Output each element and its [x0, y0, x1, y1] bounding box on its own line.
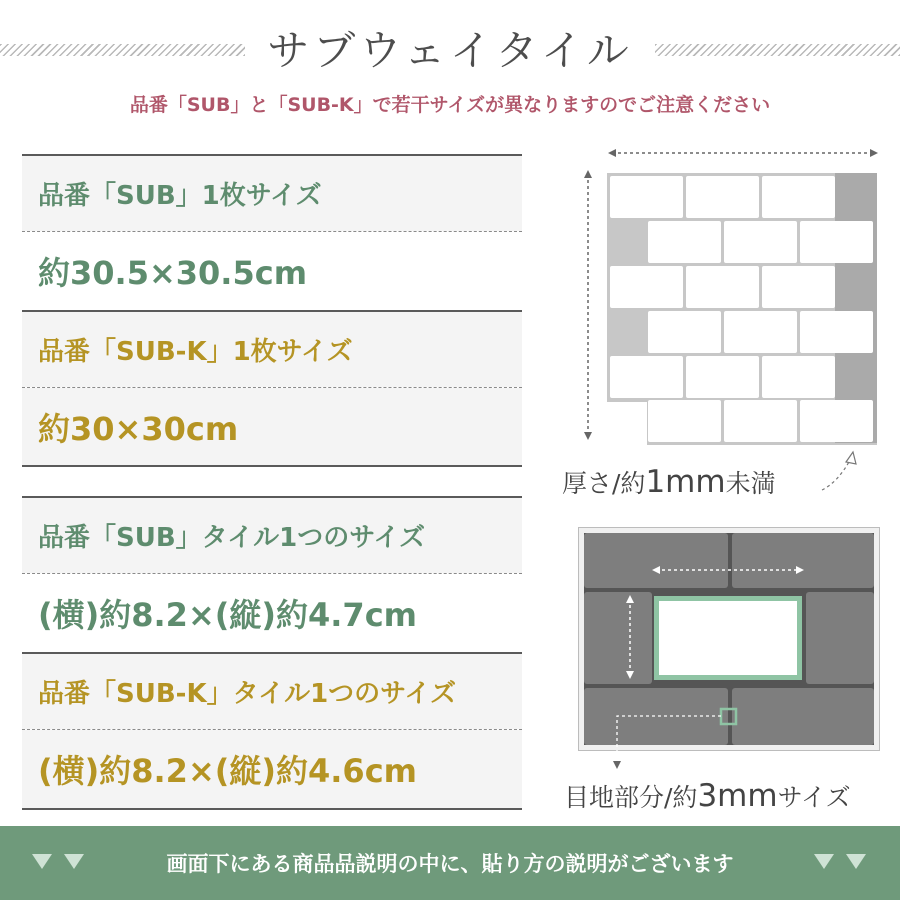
page-title: サブウェイタイル — [267, 26, 633, 75]
size-label-subk-tile: 品番「SUB-K」タイル1つのサイズ — [22, 654, 522, 729]
divider-line — [22, 465, 522, 467]
footer-banner — [0, 826, 900, 900]
width-arrow-icon — [608, 149, 878, 157]
joint-caption: 目地部分/約3mmサイズ — [564, 778, 851, 814]
page-subtitle: 品番「SUB」と「SUB-K」で若干サイズが異なりますのでご注意ください — [129, 94, 771, 116]
size-value-sub-sheet: 約30.5×30.5cm — [38, 254, 308, 292]
size-value-sub-tile: (横)約8.2×(縦)約4.7cm — [38, 596, 418, 634]
down-triangle-icon — [846, 854, 866, 869]
down-triangle-icon — [32, 854, 52, 869]
down-triangle-icon — [814, 854, 834, 869]
footer-text: 画面下にある商品品説明の中に、貼り方の説明がございます — [166, 852, 734, 876]
size-label-subk-sheet: 品番「SUB-K」1枚サイズ — [22, 312, 522, 387]
tile-sheet-illustration — [570, 140, 890, 500]
size-label-sub-sheet: 品番「SUB」1枚サイズ — [22, 156, 522, 231]
size-label-sub-tile: 品番「SUB」タイル1つのサイズ — [22, 498, 522, 573]
size-value-subk-tile: (横)約8.2×(縦)約4.6cm — [22, 730, 522, 808]
joint-illustration — [578, 527, 880, 777]
size-value-subk-sheet: 約30×30cm — [22, 388, 522, 465]
down-triangle-icon — [64, 854, 84, 869]
tile-sheet — [607, 173, 877, 445]
thickness-caption: 厚さ/約1mm未満 — [562, 464, 776, 500]
thickness-pointer-icon — [822, 452, 856, 490]
divider-line — [22, 808, 522, 810]
height-arrow-icon — [584, 170, 592, 440]
